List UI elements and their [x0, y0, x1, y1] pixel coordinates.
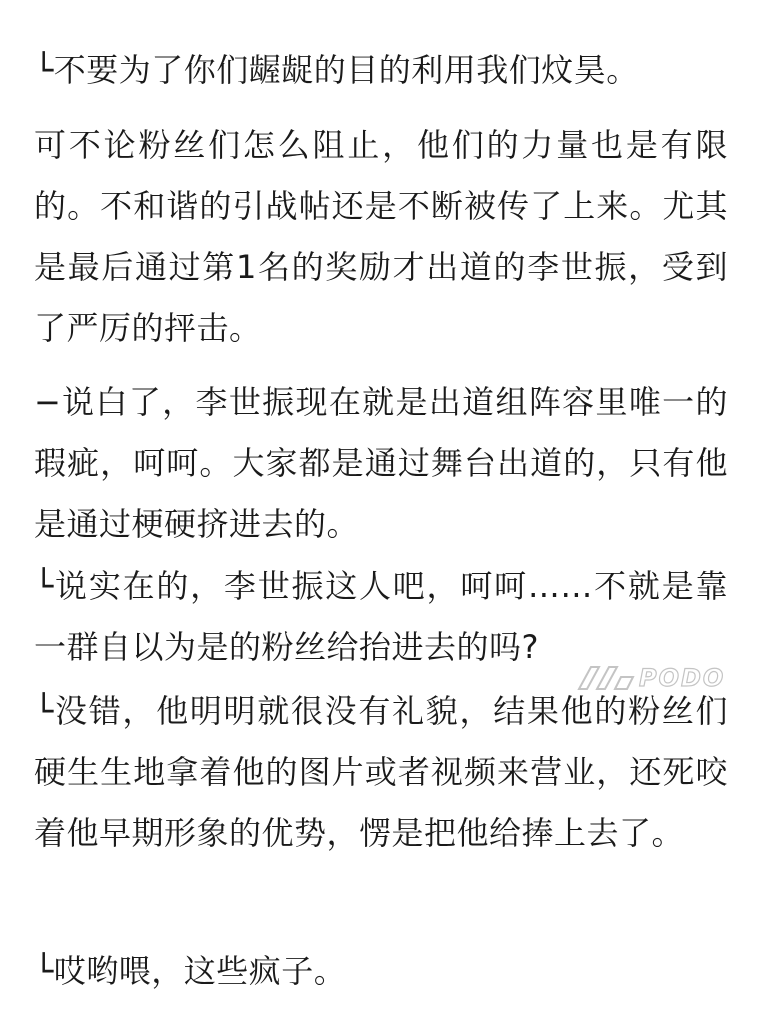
watermark-text: PODO: [639, 664, 726, 692]
paragraph-5: └没错，他明明就很没有礼貌，结果他的粉丝们硬生生地拿着他的图片或者视频来营业，还死咬着他早期形象的优势，愣是把他给捧上去了。: [34, 692, 728, 852]
paragraph-6: └哎哟喂，这些疯子。: [34, 952, 347, 990]
paragraph-3: −说白了，李世振现在就是出道组阵容里唯一的瑕疵，呵呵。大家都是通过舞台出道的，只有他是通过梗硬挤进去的。: [34, 383, 728, 543]
paragraph-1: └不要为了你们龌龊的目的利用我们炆昊。: [34, 51, 639, 89]
paragraph-4: └说实在的，李世振这人吧，呵呵……不就是靠一群自以为是的粉丝给抬进去的吗?: [34, 567, 728, 666]
podo-logo-icon: [577, 665, 637, 691]
cut-off-text-line: [34, 0, 734, 8]
paragraph-2: 可不论粉丝们怎么阻止，他们的力量也是有限的。不和谐的引战帖还是不断被传了上来。尤其是最后通过第1名的奖励才出道的李世振，受到了严厉的抨击。: [34, 126, 728, 347]
podo-watermark: [577, 663, 747, 693]
